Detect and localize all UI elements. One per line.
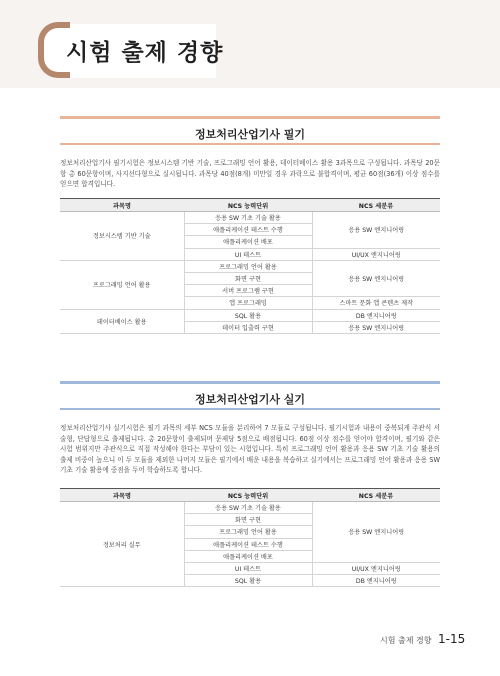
unit-cell: 응용 SW 기초 기술 활용: [184, 502, 312, 514]
practical-top-rule: [60, 381, 440, 384]
page-footer: [380, 632, 465, 646]
written-bottom-rule: [60, 143, 440, 145]
table-row: [60, 260, 440, 272]
unit-cell: 프로그래밍 언어 활용: [184, 526, 312, 538]
category-cell: DB 엔지니어링: [312, 309, 440, 321]
category-cell: 응용 SW 엔지니어링: [312, 502, 440, 563]
category-cell: DB 엔지니어링: [312, 575, 440, 587]
subject-cell: 정보처리 실무: [60, 502, 184, 587]
unit-cell: SQL 활용: [184, 575, 312, 587]
category-cell: UI/UX 엔지니어링: [312, 248, 440, 260]
written-heading: 정보처리산업기사 필기: [194, 128, 306, 141]
table-header-row: [60, 489, 440, 502]
practical-paragraph: 정보처리산업기사 실기시험은 필기 과목의 세부 NCS 모듈을 분리하여 7 모듈로 구성됩니다. 필기시험과 내용이 중복되게 주관식 서술형, 단답형으로 출제됩니다. 총 20문항이 출제되며 문제당 5점으로 배점됩니다. 60점 이상 점수를 얻어야 합격이며, 필기와 같은 시험 범위지만 주관식으로 직접 작성해야 한다는 부담이 있는 시험입니다. 특히 프로그래밍 언어 활용과 응용 SW 기초 기술 활용의 출제 비중이 높으니 이 두 모듈을 제외한 나머지 모듈은 필기에서 배운 내용을 복습하고 실기에서는 프로그래밍 언어 활용과 응용 SW 기초 기술 활용에 중점을 두어 학습하도록 합니다.: [60, 424, 440, 475]
page-title: 시험 출제 경향: [66, 40, 224, 66]
header-ncs-category: NCS 세분류: [312, 489, 440, 502]
unit-cell: 화면 구현: [184, 514, 312, 526]
page-number: 1-15: [438, 632, 466, 646]
header-ncs-category: NCS 세분류: [312, 199, 440, 212]
unit-cell: 데이터 입출력 구현: [184, 321, 312, 333]
unit-cell: 서버 프로그램 구현: [184, 285, 312, 297]
written-table: [60, 198, 440, 334]
unit-cell: UI 테스트: [184, 248, 312, 260]
category-cell: UI/UX 엔지니어링: [312, 562, 440, 574]
unit-cell: 앱 프로그래밍: [184, 297, 312, 309]
practical-heading: 정보처리산업기사 실기: [194, 393, 306, 406]
practical-table: [60, 488, 440, 587]
unit-cell: 애플리케이션 배포: [184, 550, 312, 562]
table-header-row: [60, 199, 440, 212]
written-paragraph: 정보처리산업기사 필기시험은 정보시스템 기반 기술, 프로그래밍 언어 활용, 데이터베이스 활용 3과목으로 구성됩니다. 과목당 20문항 총 60문항이며, 사지선다형으로 실시됩니다. 과목당 40점(8개) 미만일 경우 과락으로 불합격이며, 평균 60점(36개) 이상 점수를 얻으면 합격입니다.: [60, 159, 440, 189]
unit-cell: 애플리케이션 테스트 수행: [184, 224, 312, 236]
unit-cell: 애플리케이션 배포: [184, 236, 312, 248]
category-cell: 응용 SW 엔지니어링: [312, 321, 440, 333]
subject-cell: 데이터베이스 활용: [60, 309, 184, 333]
header-ncs-unit: NCS 능력단위: [184, 199, 312, 212]
category-cell: 응용 SW 엔지니어링: [312, 212, 440, 249]
subject-cell: 정보시스템 기반 기술: [60, 212, 184, 261]
header-subject: 과목명: [60, 199, 184, 212]
category-cell: 응용 SW 엔지니어링: [312, 260, 440, 297]
subject-cell: 프로그래밍 언어 활용: [60, 260, 184, 309]
unit-cell: 응용 SW 기초 기술 활용: [184, 212, 312, 224]
unit-cell: UI 테스트: [184, 562, 312, 574]
table-row: [60, 309, 440, 321]
header-ncs-unit: NCS 능력단위: [184, 489, 312, 502]
unit-cell: 애플리케이션 테스트 수행: [184, 538, 312, 550]
written-top-rule: [60, 116, 440, 119]
practical-bottom-rule: [60, 408, 440, 410]
category-cell: 스마트 문화 앱 콘텐츠 제작: [312, 297, 440, 309]
unit-cell: 화면 구현: [184, 272, 312, 284]
table-row: [60, 212, 440, 224]
unit-cell: 프로그래밍 언어 활용: [184, 260, 312, 272]
footer-label: 시험 출제 경향: [380, 636, 432, 645]
header-subject: 과목명: [60, 489, 184, 502]
unit-cell: SQL 활용: [184, 309, 312, 321]
table-row: [60, 502, 440, 514]
